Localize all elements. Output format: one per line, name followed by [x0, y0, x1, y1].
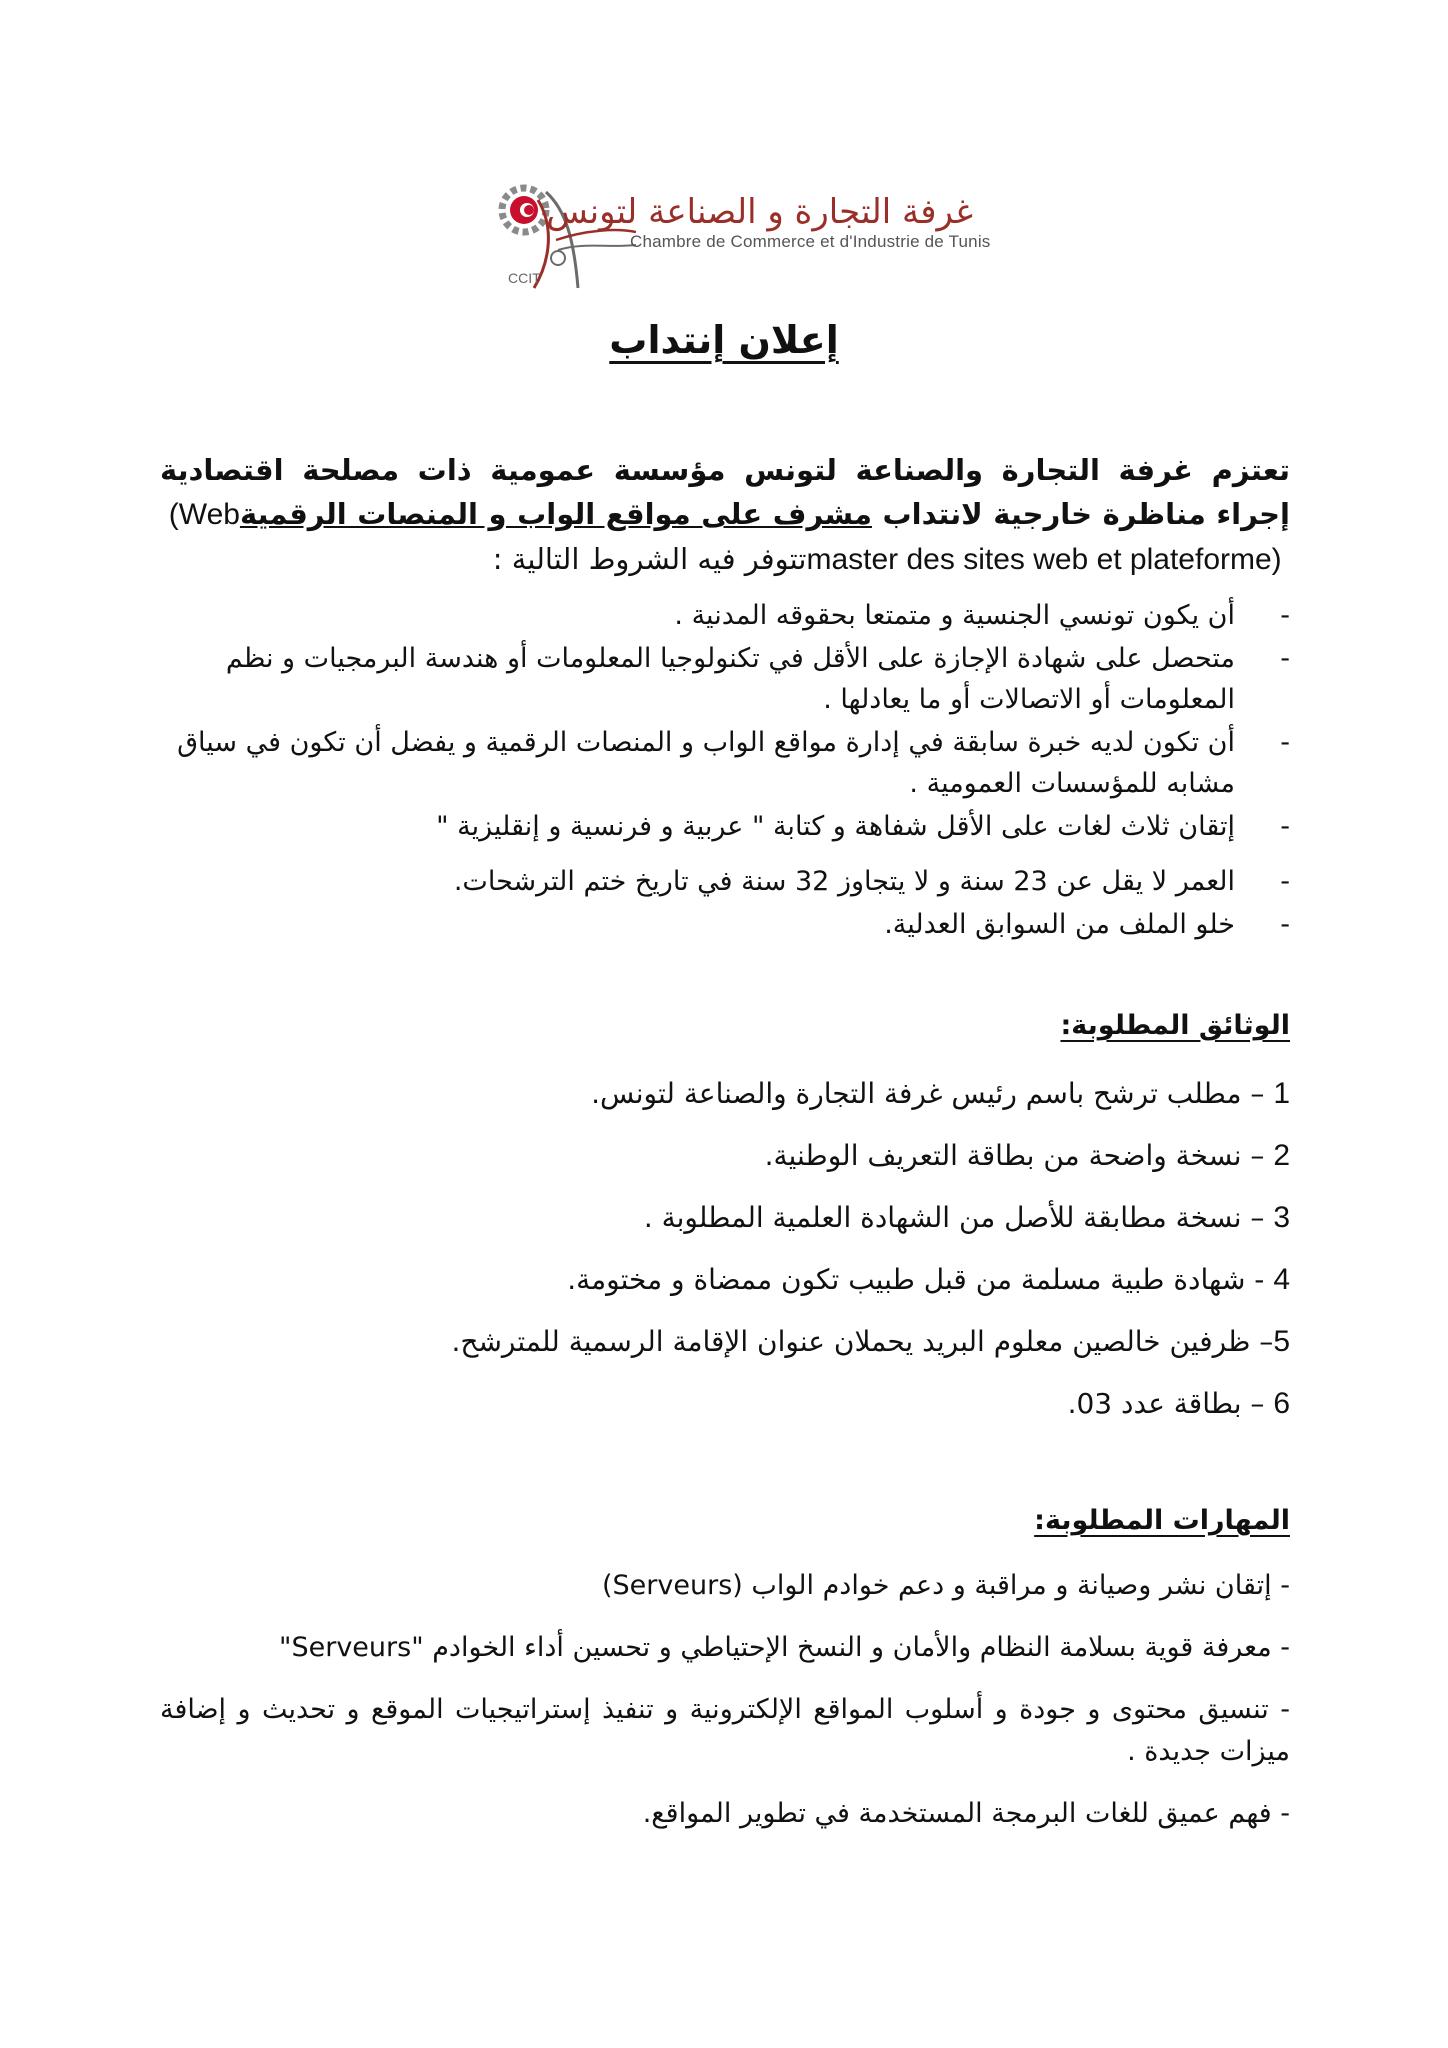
logo-french-name: Chambre de Commerce et d'Industrie de Tunis [630, 232, 991, 251]
skills-list [160, 1565, 1290, 1855]
position-title: مشرف على مواقع الواب و المنصات الرقمية [239, 497, 872, 531]
list-item: - فهم عميق للغات البرمجة المستخدمة في تطوير المواقع. [642, 1798, 1290, 1829]
skills-heading: المهارات المطلوبة: [1034, 1505, 1290, 1536]
list-item: - معرفة قوية بسلامة النظام والأمان و النسخ الإحتياطي و تحسين أداء الخوادم "Serveurs" [279, 1632, 1290, 1663]
intro-paragraph [160, 448, 1290, 582]
position-title-fr: (Web master des sites web et plateforme) [160, 498, 1290, 576]
list-item: 2 – نسخة واضحة من بطاقة التعريف الوطنية. [764, 1139, 1290, 1172]
list-item: - أن يكون تونسي الجنسية و متمتعا بحقوقه المدنية . [674, 600, 1290, 631]
list-item: 1 – مطلب ترشح باسم رئيس غرفة التجارة والصناعة لتونس. [591, 1077, 1290, 1110]
logo-arabic-name: غرفة التجارة و الصناعة لتونس [546, 192, 973, 232]
intro-conditions-lead: تتوفر فيه الشروط التالية : [492, 542, 807, 576]
list-item: 3 – نسخة مطابقة للأصل من الشهادة العلمية المطلوبة . [643, 1201, 1290, 1234]
list-item: - العمر لا يقل عن 23 سنة و لا يتجاوز 32 سنة في تاريخ ختم الترشحات. [453, 866, 1290, 897]
logo-acronym: CCIT [508, 270, 541, 286]
list-item: - متحصل على شهادة الإجازة على الأقل في تكنولوجيا المعلومات أو هندسة البرمجيات و نظم المعلومات أو الاتصالات أو ما يعادلها . [225, 643, 1290, 715]
list-item: - تنسيق محتوى و جودة و أسلوب المواقع الإلكترونية و تنفيذ إستراتيجيات الموقع و تحديث و إضافة ميزات جديدة . [160, 1694, 1290, 1767]
conditions-list [160, 595, 1290, 947]
documents-list [160, 1072, 1290, 1444]
page-title: إعلان إنتداب [609, 318, 839, 362]
list-item: - أن تكون لديه خبرة سابقة في إدارة مواقع الواب و المنصات الرقمية و يفضل أن تكون في سياق مشابه للمؤسسات العمومية . [177, 727, 1290, 799]
ccit-logo [478, 170, 991, 300]
list-item: - خلو الملف من السوابق العدلية. [884, 909, 1290, 940]
list-item: 4 - شهادة طبية مسلمة من قبل طبيب تكون ممضاة و مختومة. [567, 1263, 1290, 1296]
list-item: 5– ظرفين خالصين معلوم البريد يحملان عنوان الإقامة الرسمية للمترشح. [451, 1325, 1290, 1358]
list-item: - إتقان ثلاث لغات على الأقل شفاهة و كتابة " عربية و فرنسية و إنقليزية " [436, 811, 1290, 842]
documents-heading: الوثائق المطلوبة: [1060, 1010, 1290, 1041]
list-item: 6 – بطاقة عدد 03. [1067, 1387, 1290, 1420]
intro-text: تعتزم غرفة التجارة والصناعة لتونس مؤسسة عمومية ذات مصلحة اقتصادية إجراء مناظرة خارجية لانتداب [160, 453, 1291, 531]
list-item: - إتقان نشر وصيانة و مراقبة و دعم خوادم الواب (Serveurs) [602, 1570, 1290, 1601]
